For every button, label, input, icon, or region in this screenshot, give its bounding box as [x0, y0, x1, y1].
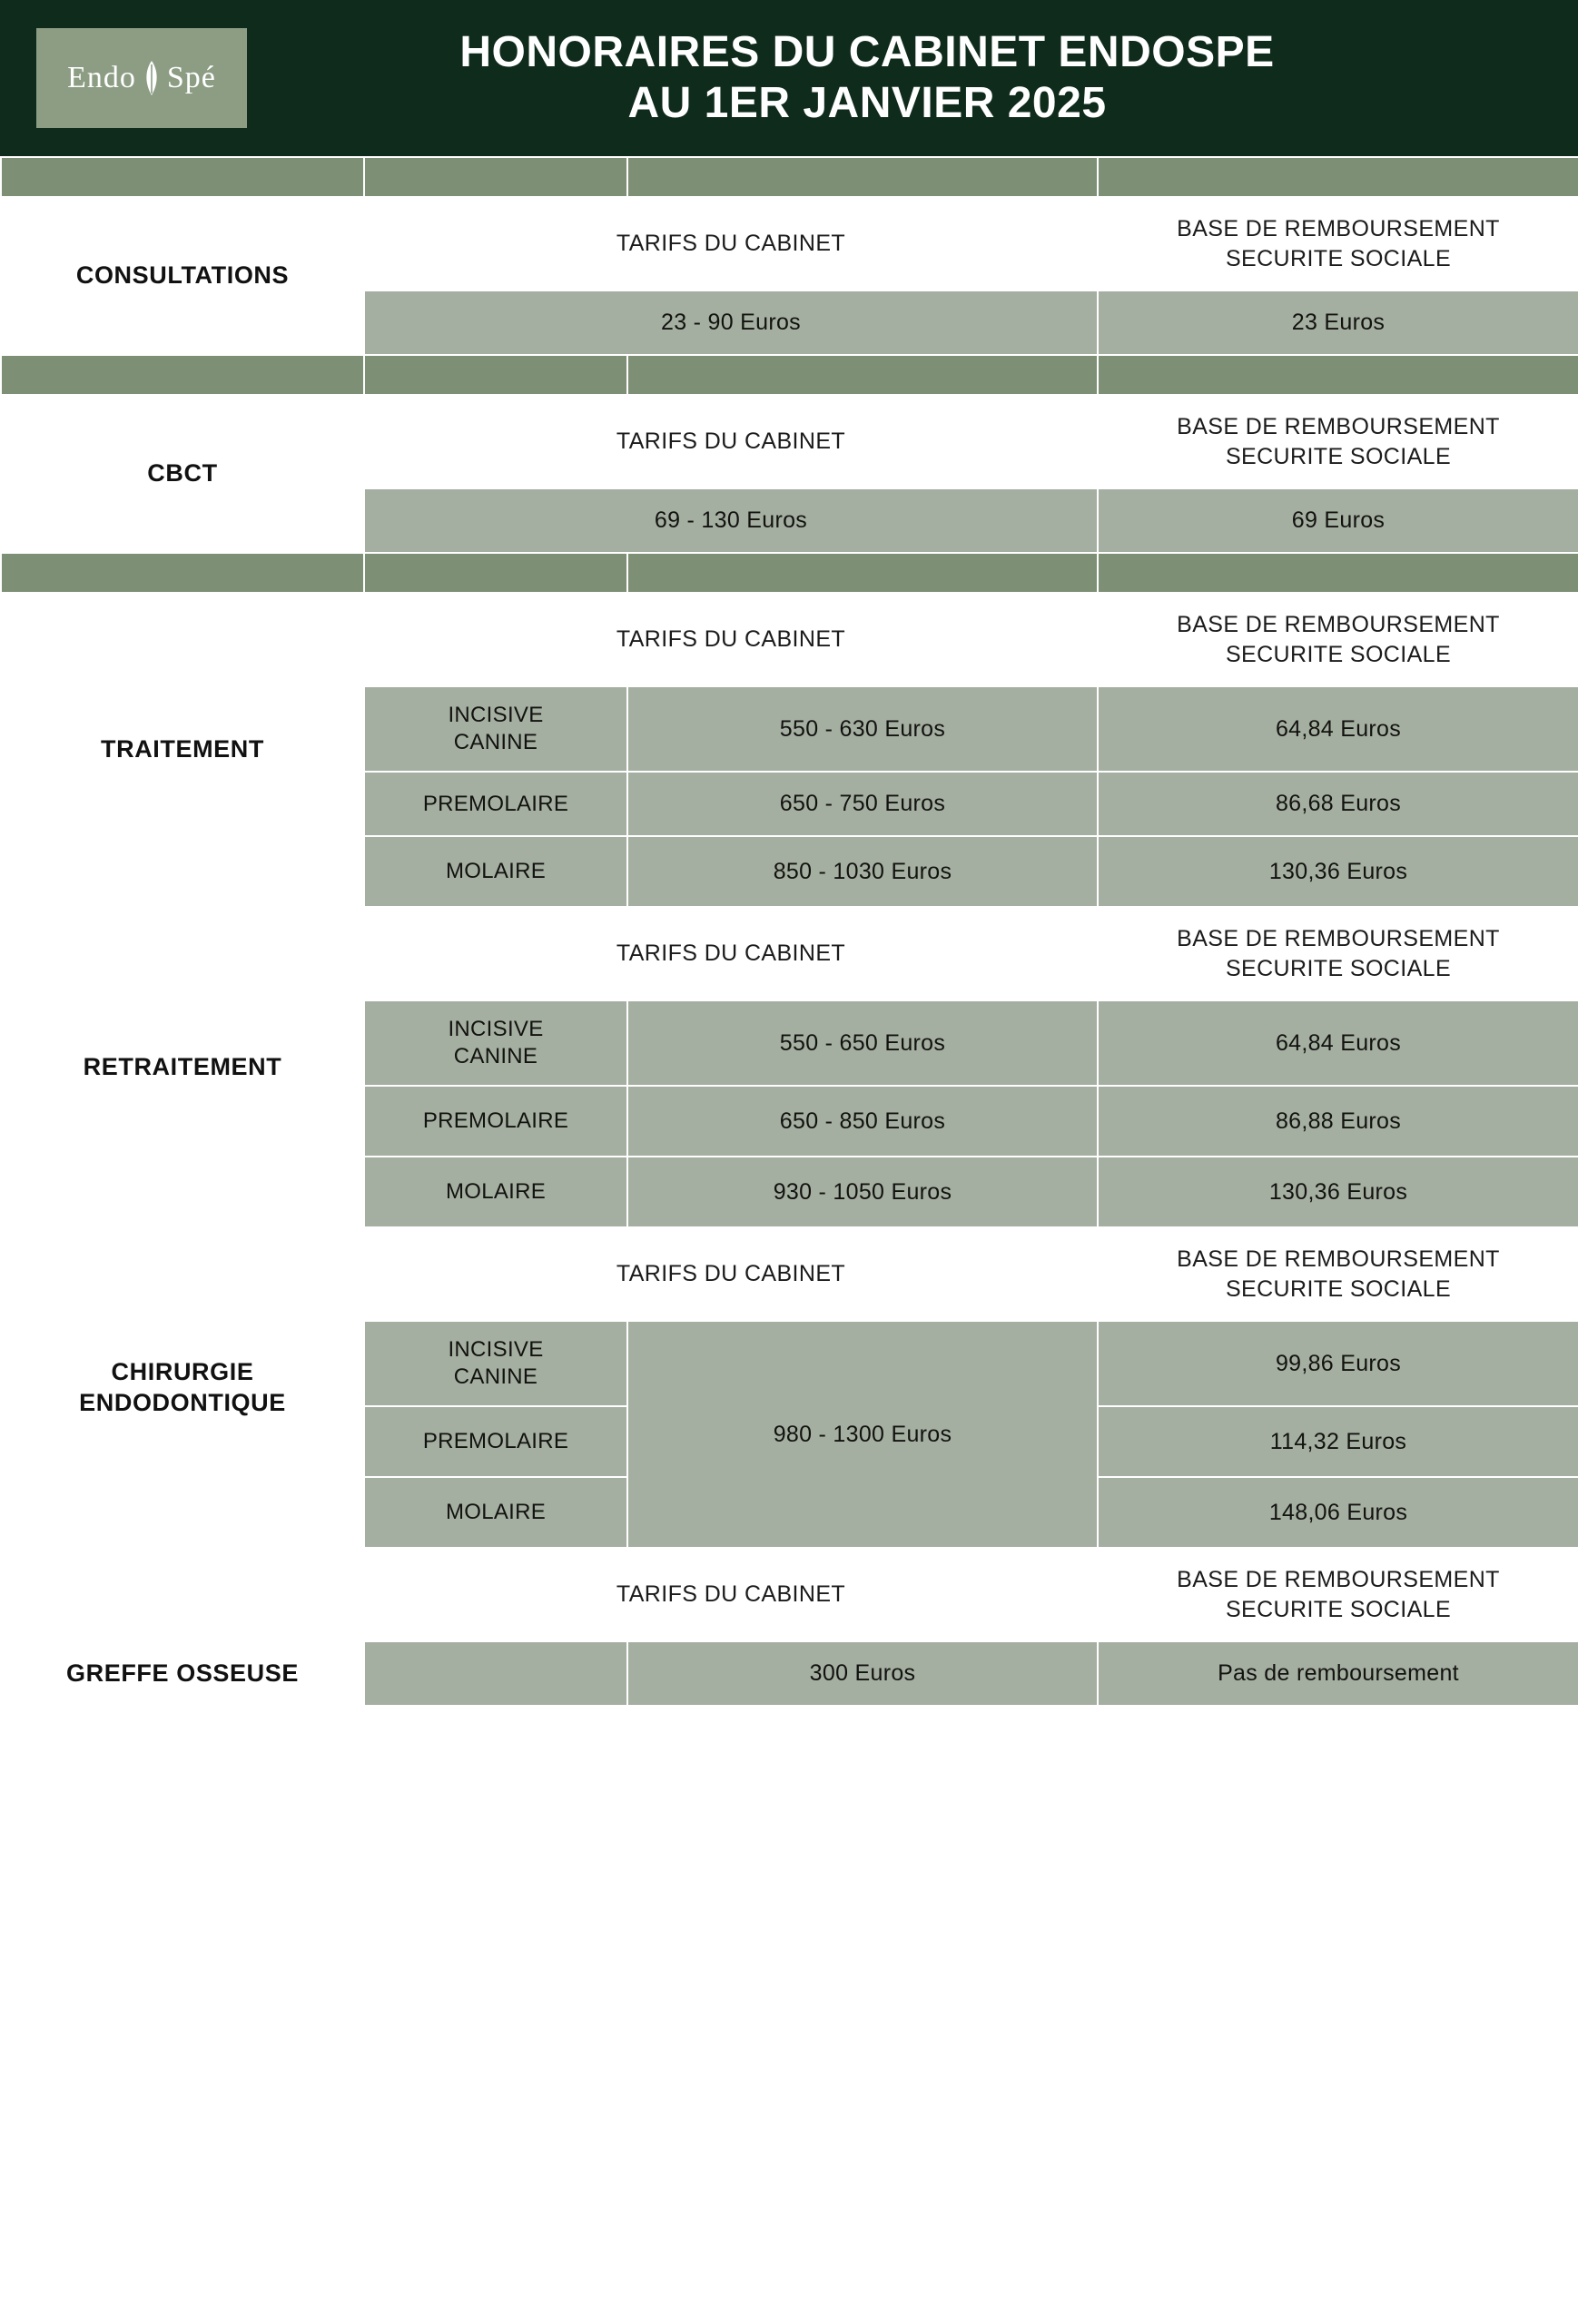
tooth-label — [364, 1000, 627, 1086]
header-base-line1: BASE DE REMBOURSEMENT — [1177, 1246, 1500, 1272]
value-base-cbct: 69 Euros — [1098, 488, 1578, 553]
spacer-cell — [627, 355, 1098, 395]
section-label-cbct: CBCT — [1, 395, 364, 553]
section-label-line1: CHIRURGIE — [111, 1357, 254, 1385]
tooth-label-line1: INCISIVE — [448, 1337, 544, 1362]
header-base-line2: SECURITE SOCIALE — [1225, 443, 1452, 469]
table-spacer-row — [1, 355, 1578, 395]
header-base-remboursement — [1098, 197, 1578, 290]
table-row — [1, 197, 1578, 290]
tooth-label-line2: CANINE — [453, 1364, 538, 1389]
spacer-cell — [1098, 355, 1578, 395]
header-base-line2: SECURITE SOCIALE — [1225, 245, 1452, 271]
page-title-line1: HONORAIRES DU CABINET ENDOSPE — [459, 28, 1275, 77]
value-tarif: 930 - 1050 Euros — [627, 1157, 1098, 1227]
page-title — [247, 27, 1542, 128]
page-title-line2: AU 1ER JANVIER 2025 — [627, 79, 1107, 127]
spacer-cell — [627, 553, 1098, 593]
header-base-line1: BASE DE REMBOURSEMENT — [1177, 414, 1500, 439]
spacer-cell — [364, 157, 627, 197]
header-tarifs: TARIFS DU CABINET — [364, 907, 1098, 1000]
table-spacer-row — [1, 553, 1578, 593]
table-row — [1, 395, 1578, 488]
tooth-label: MOLAIRE — [364, 1477, 627, 1548]
header-base-remboursement — [1098, 1227, 1578, 1321]
tooth-label — [364, 686, 627, 772]
table-row — [1, 1641, 1578, 1706]
value-tarif: 650 - 850 Euros — [627, 1086, 1098, 1157]
value-base-consultations: 23 Euros — [1098, 290, 1578, 355]
value-tarif-cbct: 69 - 130 Euros — [364, 488, 1098, 553]
spacer-cell — [1, 553, 364, 593]
value-base: 64,84 Euros — [1098, 1000, 1578, 1086]
tooth-label — [364, 1321, 627, 1406]
header-base-line2: SECURITE SOCIALE — [1225, 1275, 1452, 1302]
table-spacer-row — [1, 157, 1578, 197]
tooth-label-line2: CANINE — [453, 1044, 538, 1068]
value-tarif: 850 - 1030 Euros — [627, 836, 1098, 907]
section-label-traitement: TRAITEMENT — [1, 593, 364, 907]
header-base-line1: BASE DE REMBOURSEMENT — [1177, 612, 1500, 637]
header-base-line1: BASE DE REMBOURSEMENT — [1177, 1567, 1500, 1592]
section-label-retraitement: RETRAITEMENT — [1, 907, 364, 1227]
value-tarif: 650 - 750 Euros — [627, 772, 1098, 836]
tooth-label-line1: INCISIVE — [448, 1017, 544, 1041]
table-row — [1, 907, 1578, 1000]
value-tarif-greffe: 300 Euros — [627, 1641, 1098, 1706]
section-label-greffe-osseuse: GREFFE OSSEUSE — [1, 1641, 364, 1706]
spacer-cell — [1, 355, 364, 395]
value-base: 99,86 Euros — [1098, 1321, 1578, 1406]
section-label-consultations: CONSULTATIONS — [1, 197, 364, 355]
spacer-cell — [1, 157, 364, 197]
logo — [36, 28, 247, 128]
value-base: 130,36 Euros — [1098, 1157, 1578, 1227]
header-base-line2: SECURITE SOCIALE — [1225, 955, 1452, 981]
value-base: 114,32 Euros — [1098, 1406, 1578, 1477]
value-tarif: 550 - 650 Euros — [627, 1000, 1098, 1086]
value-base: 148,06 Euros — [1098, 1477, 1578, 1548]
fees-table — [0, 156, 1578, 1707]
logo-text-spe: Spé — [166, 61, 216, 94]
value-base: 86,68 Euros — [1098, 772, 1578, 836]
value-tarif-consultations: 23 - 90 Euros — [364, 290, 1098, 355]
table-row — [1, 1227, 1578, 1321]
value-base: 86,88 Euros — [1098, 1086, 1578, 1157]
header-base-remboursement — [1098, 593, 1578, 686]
header-base-line2: SECURITE SOCIALE — [1225, 1596, 1452, 1622]
value-base: 64,84 Euros — [1098, 686, 1578, 772]
value-base: 130,36 Euros — [1098, 836, 1578, 907]
header-tarifs: TARIFS DU CABINET — [364, 1548, 1098, 1641]
tooth-leaf-icon — [142, 59, 162, 97]
tooth-label: MOLAIRE — [364, 1157, 627, 1227]
table-row — [1, 593, 1578, 686]
header-tarifs: TARIFS DU CABINET — [364, 395, 1098, 488]
spacer-cell — [1098, 157, 1578, 197]
section-label-chirurgie-endodontique — [1, 1227, 364, 1548]
header-base-line1: BASE DE REMBOURSEMENT — [1177, 926, 1500, 951]
table-row — [1, 1548, 1578, 1641]
value-tarif-chirurgie-merged: 980 - 1300 Euros — [627, 1321, 1098, 1548]
tooth-label: PREMOLAIRE — [364, 1086, 627, 1157]
value-tarif: 550 - 630 Euros — [627, 686, 1098, 772]
header-tarifs: TARIFS DU CABINET — [364, 593, 1098, 686]
spacer-cell — [364, 553, 627, 593]
header-tarifs: TARIFS DU CABINET — [364, 197, 1098, 290]
tooth-label: PREMOLAIRE — [364, 1406, 627, 1477]
document-header — [0, 0, 1578, 156]
spacer-cell — [627, 157, 1098, 197]
value-base-greffe: Pas de remboursement — [1098, 1641, 1578, 1706]
spacer-cell — [1098, 553, 1578, 593]
section-label-line2: ENDODONTIQUE — [79, 1388, 286, 1416]
tooth-label-line2: CANINE — [453, 730, 538, 754]
header-base-remboursement — [1098, 907, 1578, 1000]
spacer-cell — [364, 355, 627, 395]
header-base-remboursement — [1098, 395, 1578, 488]
header-base-remboursement — [1098, 1548, 1578, 1641]
header-base-line2: SECURITE SOCIALE — [1225, 641, 1452, 667]
header-tarifs: TARIFS DU CABINET — [364, 1227, 1098, 1321]
header-base-line1: BASE DE REMBOURSEMENT — [1177, 216, 1500, 241]
logo-text — [67, 59, 216, 97]
section-label-placeholder — [1, 1548, 364, 1641]
logo-text-endo: Endo — [67, 61, 136, 94]
tooth-label: PREMOLAIRE — [364, 772, 627, 836]
tooth-label-line1: INCISIVE — [448, 703, 544, 727]
tooth-label: MOLAIRE — [364, 836, 627, 907]
value-tarif-greffe-empty — [364, 1641, 627, 1706]
